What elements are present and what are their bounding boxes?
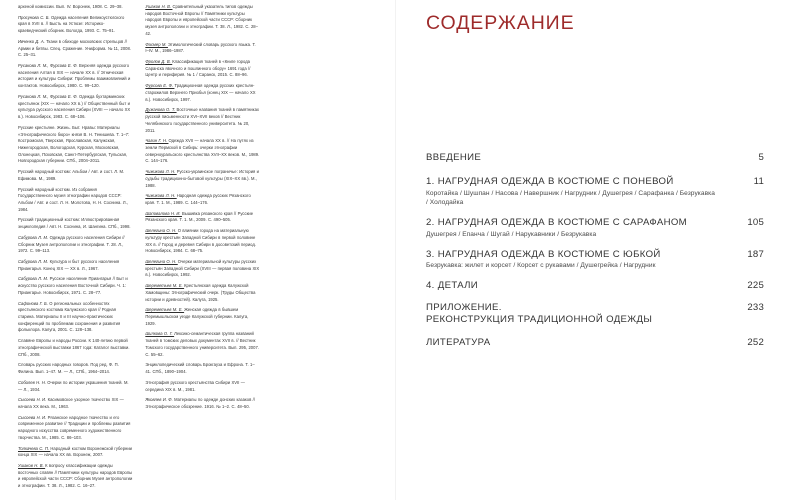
bibliography-entry [141,138,259,165]
bibliography-entry [14,15,132,35]
bibliography-entry [141,259,259,279]
bibliography-reference: О региональных особенностях крестьянского костюма Калужского края // Родная старина. Материалы II и III научно-практических конференций по проблемам сохранения и развития фольклора. Калуга, 2001. С. 128–138. [18,300,121,333]
bibliography-entry [14,169,132,182]
bibliography-author: Сысоева Н. И. [18,414,48,420]
bibliography-reference: Классификация тканей в «Книге города Саранска явочного и пошлинного обору» 1691 года // Центр и периферия. № 1 / Саранск, 2015. С. 88–96. [145,59,251,78]
toc-entry-page-number: 252 [747,337,764,349]
toc-entry-subtitle: Безрукавка: жилет и корсет / Корсет с рукавами / Душегрейка / Нагрудник [426,262,656,270]
right-page-contents [395,0,789,500]
bibliography-entry [141,362,259,375]
bibliography-reference: Русские крестьяне. Жизнь. Быт. Нравы: Материалы «Этнографического бюро» князя В. Н. Тенишева. Т. 1–7: Костромская, Тверская, Ярославская, Калужская, Нижегородская, Вологодская, Курская, Московская, Олонецкая, Псковская, Санкт-Петербургская, Тульская, Новгородская губернии. СПб., 2004–2011. [18,124,130,164]
bibliography-reference: Энциклопедический словарь Брокгауза и Ефрона. Т. 1–41. СПб., 1890–1904. [145,362,255,375]
toc-entry-subtitle: Коротайка / Шушпан / Насова / Навершник / Нагрудник / Душегрея / Сарафанка / Безрукавка / Холодайка [426,189,715,207]
bibliography-entry [14,39,132,59]
bibliography-entry [14,415,132,442]
bibliography-columns [14,4,387,496]
bibliography-entry [141,283,259,303]
toc-entry-row [426,280,764,291]
toc-entry-title: ЛИТЕРАТУРА [426,337,491,349]
bibliography-author: Сабурова Л. М. [18,259,50,264]
bibliography-reference: Верхняя одежда русского населения Алтая в XIX — начале XX в. // Этническая история и культуры Сибири: Проблемы взаимовлияний и контактов. Новосибирск, 1980. С. 99–120. [18,63,131,89]
bibliography-reference: Этнография русского крестьянства Сибири XVII — середина XIX в. М., 1981. [145,379,245,392]
bibliography-author: Сысоева Н. И. [18,397,48,403]
toc-entry-row [426,152,764,163]
bibliography-reference: Народная одежда русских Рязанского края. Т. 1. М., 1989. С. 144–176. [145,193,251,205]
bibliography-author: Дужанова О. Т. [145,107,177,113]
toc-entry-page-number: 225 [747,280,764,292]
toc-entry-title: 2. НАГРУДНАЯ ОДЕЖДА В КОСТЮМЕ С САРАФАНОМ [426,217,688,229]
bibliography-reference: Лексико-семантическая группа названий тканей в томских деловых документах XVII в. // Вестник Томского государственного университета. Вып. 295, 2007. С. 55–62. [145,331,259,357]
toc-entry[interactable] [426,176,764,208]
bibliography-author: Чижикова Л. Н. [145,169,177,175]
bibliography-reference: Русский традиционный костюм: Иллюстрированная энциклопедия / Авт. Н. Соснина, И. Шангина. СПб., 1998. [18,217,131,230]
bibliography-author: Ушаков Н. В. [18,462,46,468]
bibliography-reference: Касимовское узорное ткачество XIX — начала XX века. М., 1963. [18,397,124,409]
bibliography-entry [141,42,259,55]
toc-entry-row [426,337,764,348]
bibliography-reference: Русский народный костюм: Альбом / Авт. и сост. Л. М. Ефимова. М., 1989. [18,169,125,181]
toc-entry[interactable] [426,217,764,239]
bibliography-entry [14,276,132,296]
bibliography-reference: Русский народный костюм. Из собрания Государственного музея этнографии народов СССР: Альбом / Авт. и сост. Л. Н. Молотова, Н. Н. Соснина. Л., 1984. [18,186,128,212]
bibliography-reference: Одежда населения Великоустюгского края в XVII в. // Бысть на Устюзе: Историко-краеведческий сборник. Вологда, 1993. С. 75–91. [18,14,125,34]
bibliography-author: Соболев Н. Н. [18,379,48,385]
bibliography-author: Шаповалова Н. И. [145,210,182,216]
bibliography-entry [14,338,132,358]
bibliography-author: Шелегина О. Н. [145,228,178,234]
toc-entry-title: ВВЕДЕНИЕ [426,152,482,163]
bibliography-author: Сабурова Л. М. [18,234,50,240]
bibliography-entry [14,362,132,375]
bibliography-reference: Традиционная одежда русских крестьян-старожилов Верхнего Приобья (конец XIX — начало XX в.). Новосибирск, 1997. [145,83,256,102]
page-title: СОДЕРЖАНИЕ [426,12,575,34]
bibliography-reference: Очерки материальной культуры русских крестьян Западной Сибири (XVIII — первая половина XIX в.). Новосибирск, 1992. [145,259,260,278]
bibliography-author: Шилкова О. Г. [145,331,175,337]
bibliography-entry [14,217,132,230]
toc-entry-title: 1. НАГРУДНАЯ ОДЕЖДА В КОСТЮМЕ С ПОНЕВОЙ [426,176,674,187]
bibliography-reference: Восточные названия тканей в памятниках русской письменности XVI–XVII веков // Вестник Челябинского государственного университета. № 20, 2011. [145,107,259,133]
bibliography-entry [141,380,259,393]
toc-entry-row [426,176,764,187]
bibliography-reference: Культура и быт русского населения Приангарья. Конец XIX — XX в. Л., 1967. [18,259,120,271]
bibliography-entry [141,228,259,255]
bibliography-entry [14,397,132,410]
bibliography-reference: Одежда русского населения Сибири // Сборник Музея антропологии и этнографии. Т. 28. Л., 1972. С. 99–113. [18,234,125,254]
bibliography-author: Фролов Д. В. [145,59,173,65]
bibliography-author: Просунова С. Б. [18,14,52,20]
bibliography-entry [141,307,259,327]
bibliography-reference: археной комиссии. Вып. IV. Воронеж, 1908. С. 29–38. [18,4,123,9]
toc-entry-row [426,302,764,326]
toc-entry-subtitle: Душегрея / Епанча / Шугай / Нарукавники / Безрукавка [426,230,597,238]
bibliography-entry [141,83,259,103]
toc-entry-title: 4. ДЕТАЛИ [426,280,479,292]
toc-entry-page-number: 105 [747,217,764,229]
bibliography-reference: О влиянии города на материальную культуру крестьян Западной Сибири в первой половине XIX в. // Город и деревня Сибири в досоветский период. Новосибирск, 1984. С. 68–75. [145,228,257,254]
bibliography-reference: Этимологический словарь русского языка. Т. I–IV. М., 1986–1987. [145,41,256,54]
bibliography-reference: К вопросу классификации одежды восточных славян // Памятники культуры народов Европы и европейской части СССР: Сборник Музея антропологии и этнографии. Т. 38. Л., 1982. С. 16–27. [18,462,133,489]
toc-entry-row [426,217,764,228]
bibliography-reference: Русское население Приангарья // Быт и искусство русского населения Восточной Сибири. Ч. 1: Приангарье. Новосибирск, 1971. С. 28–77. [18,276,128,295]
bibliography-entry [141,4,259,38]
bibliography-entry [141,169,259,189]
bibliography-entry [14,235,132,255]
bibliography-reference: Словарь русских народных говоров. Под ред. Ф. П. Филина. Вып. 1–47. М. — Л., СПб., 1964–2014. [18,362,119,375]
bibliography-author: Чагин Г. Н. [145,138,169,144]
toc-entry[interactable] [426,249,764,271]
bibliography-entry [14,259,132,272]
bibliography-entry [14,4,132,11]
table-of-contents [426,152,764,359]
bibliography-reference: Славяне Европы и народы России. К 140-летию первой этнографической выставки 1867 года: Каталог выставки. СПб., 2008. [18,338,130,357]
bibliography-entry [141,397,259,410]
bibliography-entry [14,125,132,165]
bibliography-entry [14,187,132,214]
toc-entry-page-number: 5 [758,152,764,163]
bibliography-reference: Женская одежда в бывшем Перемышльском уезде Калужской губернии. Калуга, 1929. [145,307,249,326]
toc-entry-page-number: 233 [747,302,764,314]
bibliography-entry [14,94,132,121]
bibliography-entry [141,193,259,206]
toc-entry-row [426,249,764,260]
bibliography-reference: Русско-украинское пограничье: История и судьбы традиционно-бытовой культуры (XIX–XX вв.). М., 1988. [145,169,260,188]
bibliography-author: Русакова Л. М., Фурсова Е. Ф. [18,93,80,99]
bibliography-author: Ушаков Н. В. [145,4,173,9]
bibliography-author: Шелегина О. Н. [145,259,178,264]
bibliography-author: Сафонова Г. Б. [18,300,50,306]
bibliography-entry [14,463,132,490]
bibliography-entry [14,446,132,459]
bibliography-author: Ивченко Д. А. [18,38,47,44]
bibliography-entry [14,380,132,393]
bibliography-entry [141,211,259,224]
bibliography-author: Толкачева С. П. [18,445,51,451]
bibliography-author: Фурсова Е. Ф. [145,83,175,89]
toc-entry[interactable] [426,337,764,348]
toc-entry-page-number: 187 [747,248,764,260]
bibliography-entry [14,63,132,90]
bibliography-reference: Очерки по истории украшения тканей. М. — Л., 1934. [18,379,129,392]
bibliography-entry [141,107,259,134]
toc-entry[interactable] [426,302,764,326]
bibliography-entry [141,59,259,79]
toc-entry-page-number: 11 [753,176,764,187]
toc-entry-title: ПРИЛОЖЕНИЕ. РЕКОНСТРУКЦИЯ ТРАДИЦИОННОЙ ОДЕЖДЫ [426,302,653,326]
bibliography-reference: Ткани в обиходе московских стрельцов // Армии и битвы. Спец. Сражение. Униформа. № 11, 2008. С. 25–31. [18,38,131,58]
bibliography-author: Фасмер М. [145,41,168,47]
toc-entry[interactable] [426,152,764,163]
bibliography-reference: Одежда бухтарминских крестьянок (XIX — начало XX в.) // Общественный быт и культура русского населения Сибири (XVIII — начало XX в.). Новосибирск, 1983. С. 68–106. [18,93,131,120]
bibliography-reference: Материалы по одежде донских казаков // Этнографическое обозрение. 1916. № 1–2. С. 48–50. [145,397,256,409]
bibliography-author: Русакова Л. М., Фурсова Е. Ф. [18,63,80,69]
toc-entry-title: 3. НАГРУДНАЯ ОДЕЖДА В КОСТЮМЕ С ЮБКОЙ [426,248,661,260]
bibliography-author: Яковлев И. Ф. [145,397,175,403]
bibliography-reference: Одежда XVII — начала XX в. // На путях из земли Пермской в Сибирь: очерки этнографии северноуральского крестьянства XVII–XX веков. М., 1989. С. 144–176. [145,138,260,164]
bibliography-reference: Рязанское народное ткачество и его современное развитие // Традиции и проблемы развития народного искусства современного художественного творчества. М., 1985. С. 86–103. [18,414,131,440]
bibliography-author: Чижикова Л. Н. [145,193,177,199]
toc-entry[interactable] [426,280,764,291]
bibliography-reference: Народный костюм Воронежской губернии конца XIX — начала XX вв. Воронеж, 2007. [18,445,133,458]
bibliography-entry [141,331,259,358]
bibliography-reference: Вышивка рязанского края // Русские Рязанского края. Т. 1. М., 2009. С. 490–505. [145,210,254,223]
bibliography-reference: Крестьянская одежда Калужской Хамовщины: Этнографический очерк. (Труды Общества истории и древностей). Калуга, 1925. [145,283,256,302]
bibliography-author: Шереметьев М. Е. [145,307,185,313]
bibliography-reference: Сравнительный указатель типов одежды народов Восточной Европы // Памятники культуры народов Европы и европейской части СССР: Сборник музея антропологии и этнографии. Т. 38. Л., 1982. С. 28–42. [145,4,258,36]
bibliography-author: Сабурова Л. М. [18,276,50,282]
bibliography-author: Шереметьев М. Е. [145,283,185,289]
bibliography-entry [14,301,132,335]
